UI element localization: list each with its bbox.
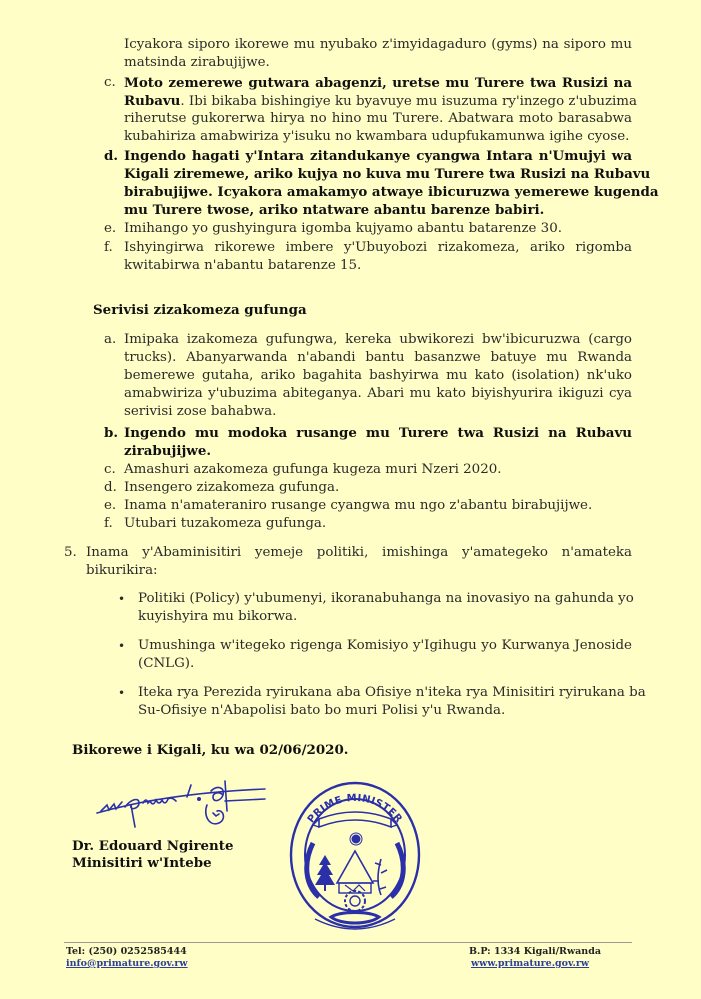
item-d-line-2: Kigali ziremewe, ariko kujya no kuva mu Turere twa Rusizi na Rubavu <box>124 166 651 182</box>
footer-po-box: B.P: 1334 Kigali/Rwanda <box>469 946 601 957</box>
section-5-line-1: Inama y'Abaminisitiri yemeje politiki, imishinga y'amategeko n'amateka <box>86 545 632 560</box>
bullet-1-line-1: Politiki (Policy) y'ubumenyi, ikoranabuhanga na inovasiyo na gahunda yo <box>138 591 634 606</box>
closed-e-line-1: Inama n'amateraniro rusange cyangwa mu ngo z'abantu birabujijwe. <box>124 498 593 513</box>
bullet-icon: • <box>118 639 126 653</box>
closed-marker-f: f. <box>104 516 113 531</box>
item-c-line-4: kubahiriza amabwiriza y'isuku no kwambara udupfukamunwa igihe cyose. <box>124 129 630 144</box>
prime-minister-seal <box>285 773 425 938</box>
closed-a-line-2: trucks). Abanyarwanda n'abandi bantu basanzwe batuye mu Rwanda <box>124 350 632 365</box>
closed-a-line-3: bemerewe gutaha, ariko bagahita bashyirwa mu kato (isolation) nk'uko <box>124 368 632 383</box>
item-c-line-3: riherutse gukorerwa hirya no hino mu Turere. Abatwara moto barasabwa <box>124 111 632 126</box>
closed-d-line-1: Insengero zizakomeza gufunga. <box>124 480 340 495</box>
section-heading-closed-services: Serivisi zizakomeza gufunga <box>93 302 307 318</box>
list-marker-c: c. <box>104 75 116 90</box>
closed-c-line-1: Amashuri azakomeza gufunga kugeza muri Nzeri 2020. <box>124 462 502 477</box>
item-d-line-4: mu Turere twose, ariko ntatware abantu barenze babiri. <box>124 202 545 218</box>
bullet-1-line-2: kuyishyira mu bikorwa. <box>138 609 298 624</box>
place-date: Bikorewe i Kigali, ku wa 02/06/2020. <box>72 742 349 758</box>
closed-a-line-5: serivisi zose bahabwa. <box>124 404 277 419</box>
closed-b-line-1: Ingendo mu modoka rusange mu Turere twa Rusizi na Rubavu <box>124 425 632 441</box>
item-c-line-2 <box>124 92 637 111</box>
continuation-line-2: matsinda zirabujijwe. <box>124 55 270 70</box>
closed-marker-a: a. <box>104 332 117 347</box>
item-d-line-1: Ingendo hagati y'Intara zitandukanye cyangwa Intara n'Umujyi wa <box>124 148 632 164</box>
closed-a-line-1: Imipaka izakomeza gufungwa, kereka ubwikorezi bw'ibicuruzwa (cargo <box>124 332 632 347</box>
item-f-line-2: kwitabirwa n'abantu batarenze 15. <box>124 258 362 273</box>
section-5-line-2: bikurikira: <box>86 563 158 578</box>
bullet-3-line-1: Iteka rya Perezida ryirukana aba Ofisiye n'iteka rya Minisitiri ryirukana ba <box>138 685 646 700</box>
signatory-name: Dr. Edouard Ngirente <box>72 838 234 854</box>
footer-website-link[interactable]: www.primature.gov.rw <box>471 958 590 969</box>
closed-marker-b: b. <box>104 425 119 441</box>
seal-text: PRIME MINISTER <box>305 792 405 826</box>
footer-website[interactable] <box>471 958 589 970</box>
item-c-bold-rubavu: Rubavu <box>124 93 181 109</box>
list-marker-f: f. <box>104 240 113 255</box>
footer-email[interactable] <box>66 958 188 970</box>
closed-f-line-1: Utubari tuzakomeza gufunga. <box>124 516 327 531</box>
item-d-line-3 <box>124 183 659 201</box>
closed-a-line-4: amabwiriza y'ubuzima abiteganya. Abari mu kato biyishyurira ikiguzi cya <box>124 386 632 401</box>
closed-marker-d: d. <box>104 480 117 495</box>
closed-b-line-2: zirabujijwe. <box>124 443 212 459</box>
closed-marker-c: c. <box>104 462 116 477</box>
footer-email-link[interactable]: info@primature.gov.rw <box>66 958 188 969</box>
signature <box>95 775 285 835</box>
list-marker-e: e. <box>104 221 117 236</box>
item-d-birabujijwe: birabujijwe <box>124 184 209 200</box>
item-d-rest: . Icyakora amakamyo atwaye ibicuruzwa yemerewe kugenda <box>208 184 659 200</box>
bullet-3-line-2: Su-Ofisiye n'Abapolisi bato bo muri Polisi y'u Rwanda. <box>138 703 506 718</box>
bullet-2-line-1: Umushinga w'itegeko rigenga Komisiyo y'Igihugu yo Kurwanya Jenoside <box>138 638 632 653</box>
section-5-marker: 5. <box>64 545 77 560</box>
continuation-line-1: Icyakora siporo ikorewe mu nyubako z'imyidagaduro (gyms) na siporo mu <box>124 37 632 52</box>
footer-divider <box>64 942 632 943</box>
bullet-2-line-2: (CNLG). <box>138 656 195 671</box>
closed-marker-e: e. <box>104 498 117 513</box>
item-e-line-1: Imihango yo gushyingura igomba kujyamo abantu batarenze 30. <box>124 221 562 236</box>
footer-tel: Tel: (250) 0252585444 <box>66 946 187 957</box>
bullet-icon: • <box>118 592 126 606</box>
item-f-line-1: Ishyingirwa rikorewe imbere y'Ubuyobozi rizakomeza, ariko rigomba <box>124 240 632 255</box>
list-marker-d: d. <box>104 148 119 164</box>
signatory-title: Minisitiri w'Intebe <box>72 855 212 871</box>
bullet-icon: • <box>118 686 126 700</box>
item-c-rest: . Ibi bikaba bishingiye ku byavuye mu isuzuma ry'inzego z'ubuzima <box>180 94 637 109</box>
item-c-bold-line: Moto zemerewe gutwara abagenzi, uretse mu Turere twa Rusizi na <box>124 75 632 91</box>
